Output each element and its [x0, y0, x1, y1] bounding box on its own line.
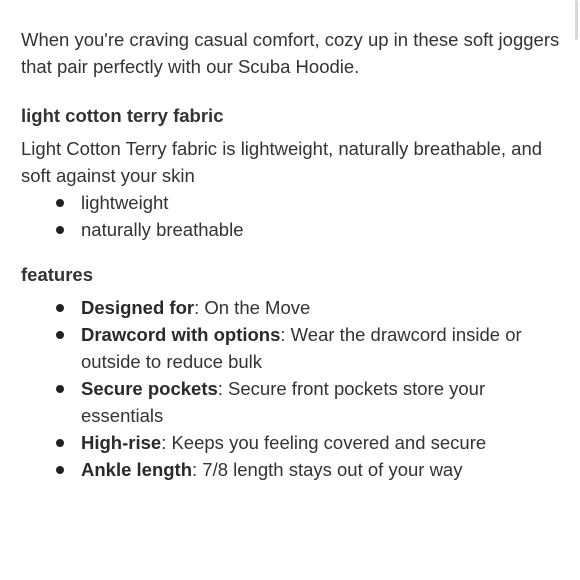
- feature-term: High-rise: [81, 432, 162, 453]
- feature-detail: : Wear the drawcord inside or outside to reduce bulk: [81, 324, 522, 372]
- list-item: [21, 294, 561, 321]
- list-item-text: naturally breathable: [81, 219, 244, 240]
- features-heading: features: [21, 264, 93, 285]
- scrollbar[interactable]: [575, 0, 578, 40]
- intro-text: When you're craving casual comfort, cozy up in these soft joggers that pair perfectly with our Scuba Hoodie.: [21, 29, 560, 77]
- feature-term: Ankle length: [81, 459, 193, 480]
- list-item: [21, 429, 561, 456]
- bullet-dot-icon: [56, 199, 64, 207]
- list-item: [21, 456, 561, 483]
- feature-term: Drawcord with options: [81, 324, 281, 345]
- bullet-dot-icon: [56, 226, 64, 234]
- feature-detail: : Keeps you feeling covered and secure: [161, 432, 487, 453]
- product-description: [21, 26, 561, 483]
- fabric-bullet-list: [21, 189, 561, 243]
- feature-detail: : On the Move: [194, 297, 311, 318]
- list-item: [21, 216, 561, 243]
- bullet-dot-icon: [56, 466, 64, 474]
- list-item: [21, 321, 561, 375]
- fabric-heading: light cotton terry fabric: [21, 105, 224, 126]
- list-item: [21, 189, 561, 216]
- list-item: [21, 375, 561, 429]
- features-list: [21, 294, 561, 483]
- bullet-dot-icon: [56, 331, 64, 339]
- bullet-dot-icon: [56, 304, 64, 312]
- bullet-dot-icon: [56, 385, 64, 393]
- feature-term: Designed for: [81, 297, 195, 318]
- list-item-text: lightweight: [81, 192, 169, 213]
- feature-detail: : 7/8 length stays out of your way: [192, 459, 463, 480]
- bullet-dot-icon: [56, 439, 64, 447]
- fabric-description: Light Cotton Terry fabric is lightweight, naturally breathable, and soft against your skin: [21, 138, 543, 186]
- feature-detail: : Secure front pockets store your essentials: [81, 378, 486, 426]
- feature-term: Secure pockets: [81, 378, 218, 399]
